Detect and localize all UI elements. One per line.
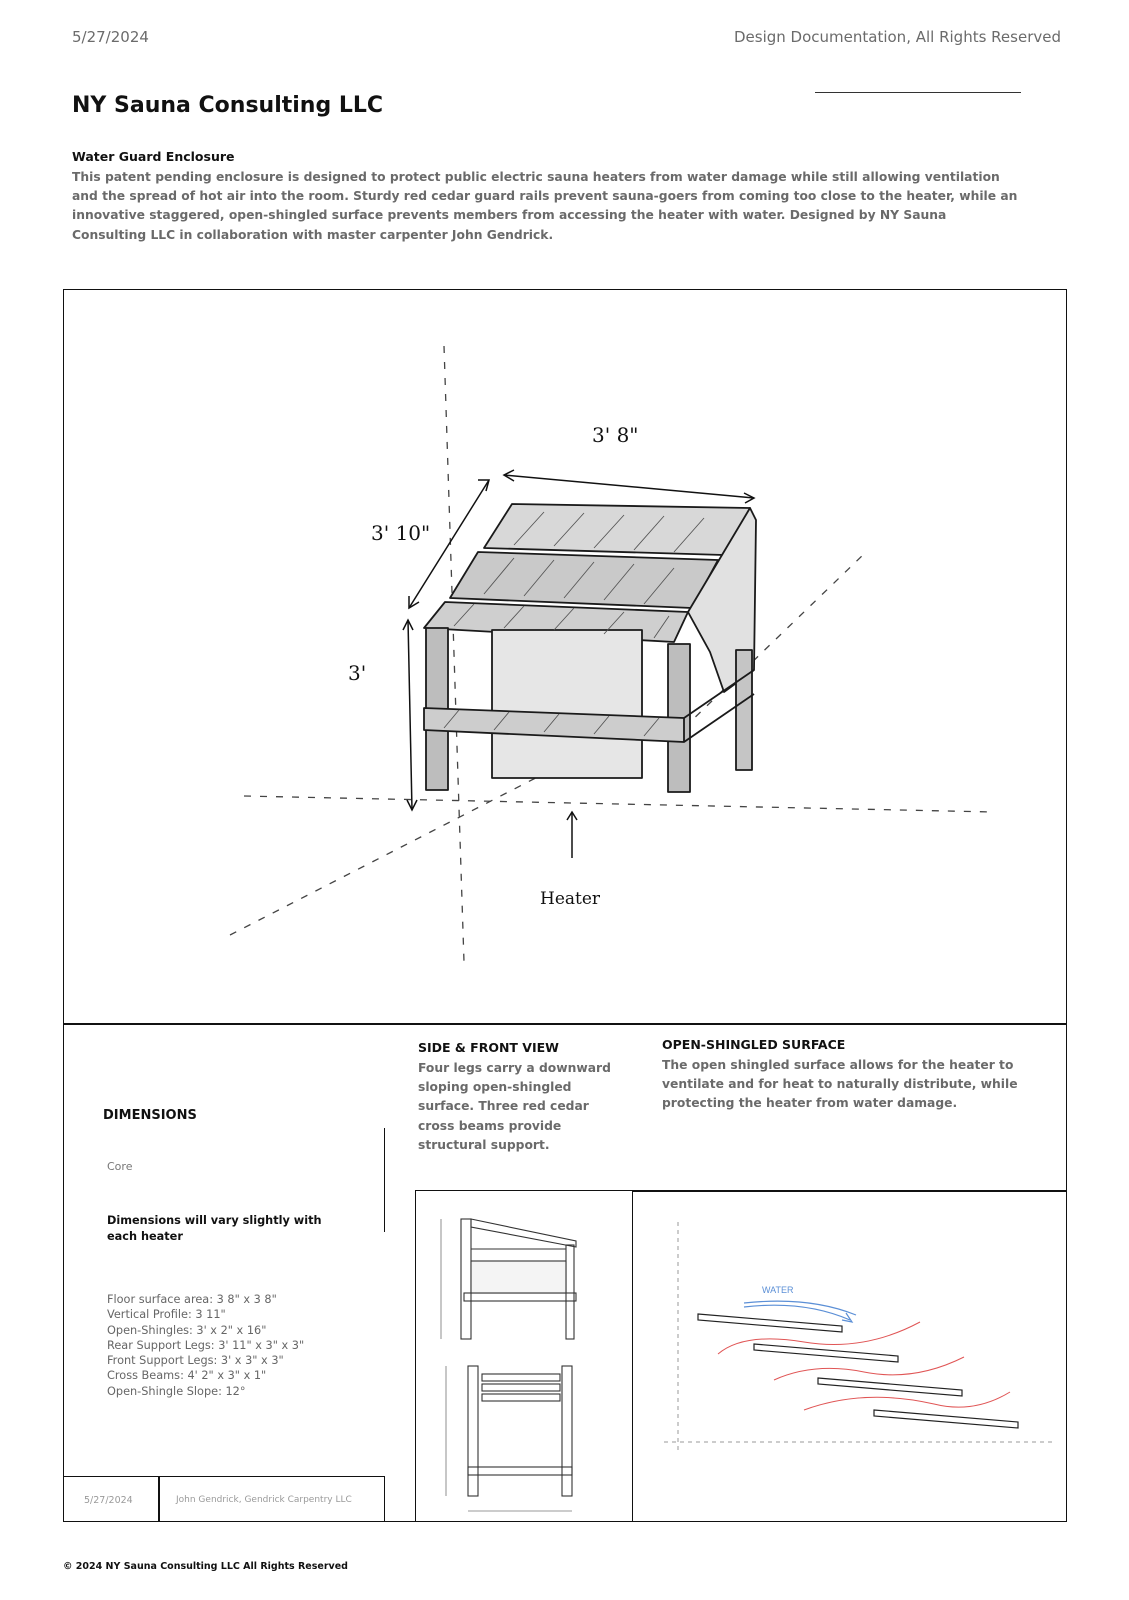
frame-divider (63, 1023, 1067, 1025)
spec-item: Cross Beams: 4' 2" x 3" x 1" (107, 1369, 267, 1383)
front-view (446, 1366, 572, 1511)
header-date: 5/27/2024 (72, 28, 149, 46)
dimensions-heading: DIMENSIONS (103, 1108, 197, 1123)
side-front-heading: SIDE & FRONT VIEW (418, 1040, 559, 1055)
heater-label: Heater (540, 889, 601, 909)
width-dimension-label: 3' 8" (592, 423, 639, 447)
open-shingled-description: The open shingled surface allows for the heater to ventilate and for heat to naturally distribute, while protecting the heater from water damage. (662, 1058, 1018, 1111)
water-label: WATER (762, 1285, 794, 1295)
side-front-description: Four legs carry a downward sloping open-shingled surface. Three red cedar cross beams provide structural support. (418, 1061, 611, 1152)
spec-item: Rear Support Legs: 3' 11" x 3" x 3" (107, 1338, 305, 1352)
header-rights: Design Documentation, All Rights Reserved (734, 28, 1061, 46)
footer-date: 5/27/2024 (84, 1495, 133, 1506)
dimensions-rule (384, 1128, 385, 1232)
height-dimension-label: 3' (348, 661, 367, 685)
header-rule (815, 92, 1021, 93)
copyright: © 2024 NY Sauna Consulting LLC All Rights Reserved (63, 1561, 348, 1572)
spec-list (107, 1292, 304, 1399)
signature-divider (158, 1476, 160, 1522)
heat-arrows (718, 1322, 1010, 1410)
spec-item: Open-Shingles: 3' x 2" x 16" (107, 1323, 267, 1337)
side-view (441, 1219, 576, 1339)
enclosure-body (424, 504, 756, 792)
spec-item: Floor surface area: 3 8" x 3 8" (107, 1293, 277, 1306)
shingle-flow-diagram (634, 1192, 1066, 1521)
spec-item: Vertical Profile: 3 11" (107, 1308, 226, 1322)
dimensions-note: Dimensions will vary slightly with each heater (107, 1214, 322, 1243)
project-title: Water Guard Enclosure (72, 149, 235, 164)
side-front-drawing (416, 1191, 632, 1521)
footer-author: John Gendrick, Gendrick Carpentry LLC (176, 1495, 352, 1505)
company-name: NY Sauna Consulting LLC (72, 93, 384, 118)
enclosure-sketch (64, 290, 1066, 1023)
spec-item: Open-Shingle Slope: 12° (107, 1384, 246, 1398)
core-label: Core (107, 1160, 133, 1173)
project-description: This patent pending enclosure is designed to protect public electric sauna heaters from water damage while still allowing ventilation and the spread of hot air into the room. Sturdy red cedar guard rails prevent sauna-goers from coming too close to the heater, while an innovative staggered, open-shingled surface prevents members from accessing the heater with water. Designed by NY Sauna Consulting LLC in collaboration with master carpenter John Gendrick. (72, 170, 1018, 242)
depth-dimension-label: 3' 10" (371, 521, 431, 545)
open-shingled-heading: OPEN-SHINGLED SURFACE (662, 1037, 846, 1052)
spec-item: Front Support Legs: 3' x 3" x 3" (107, 1354, 284, 1368)
